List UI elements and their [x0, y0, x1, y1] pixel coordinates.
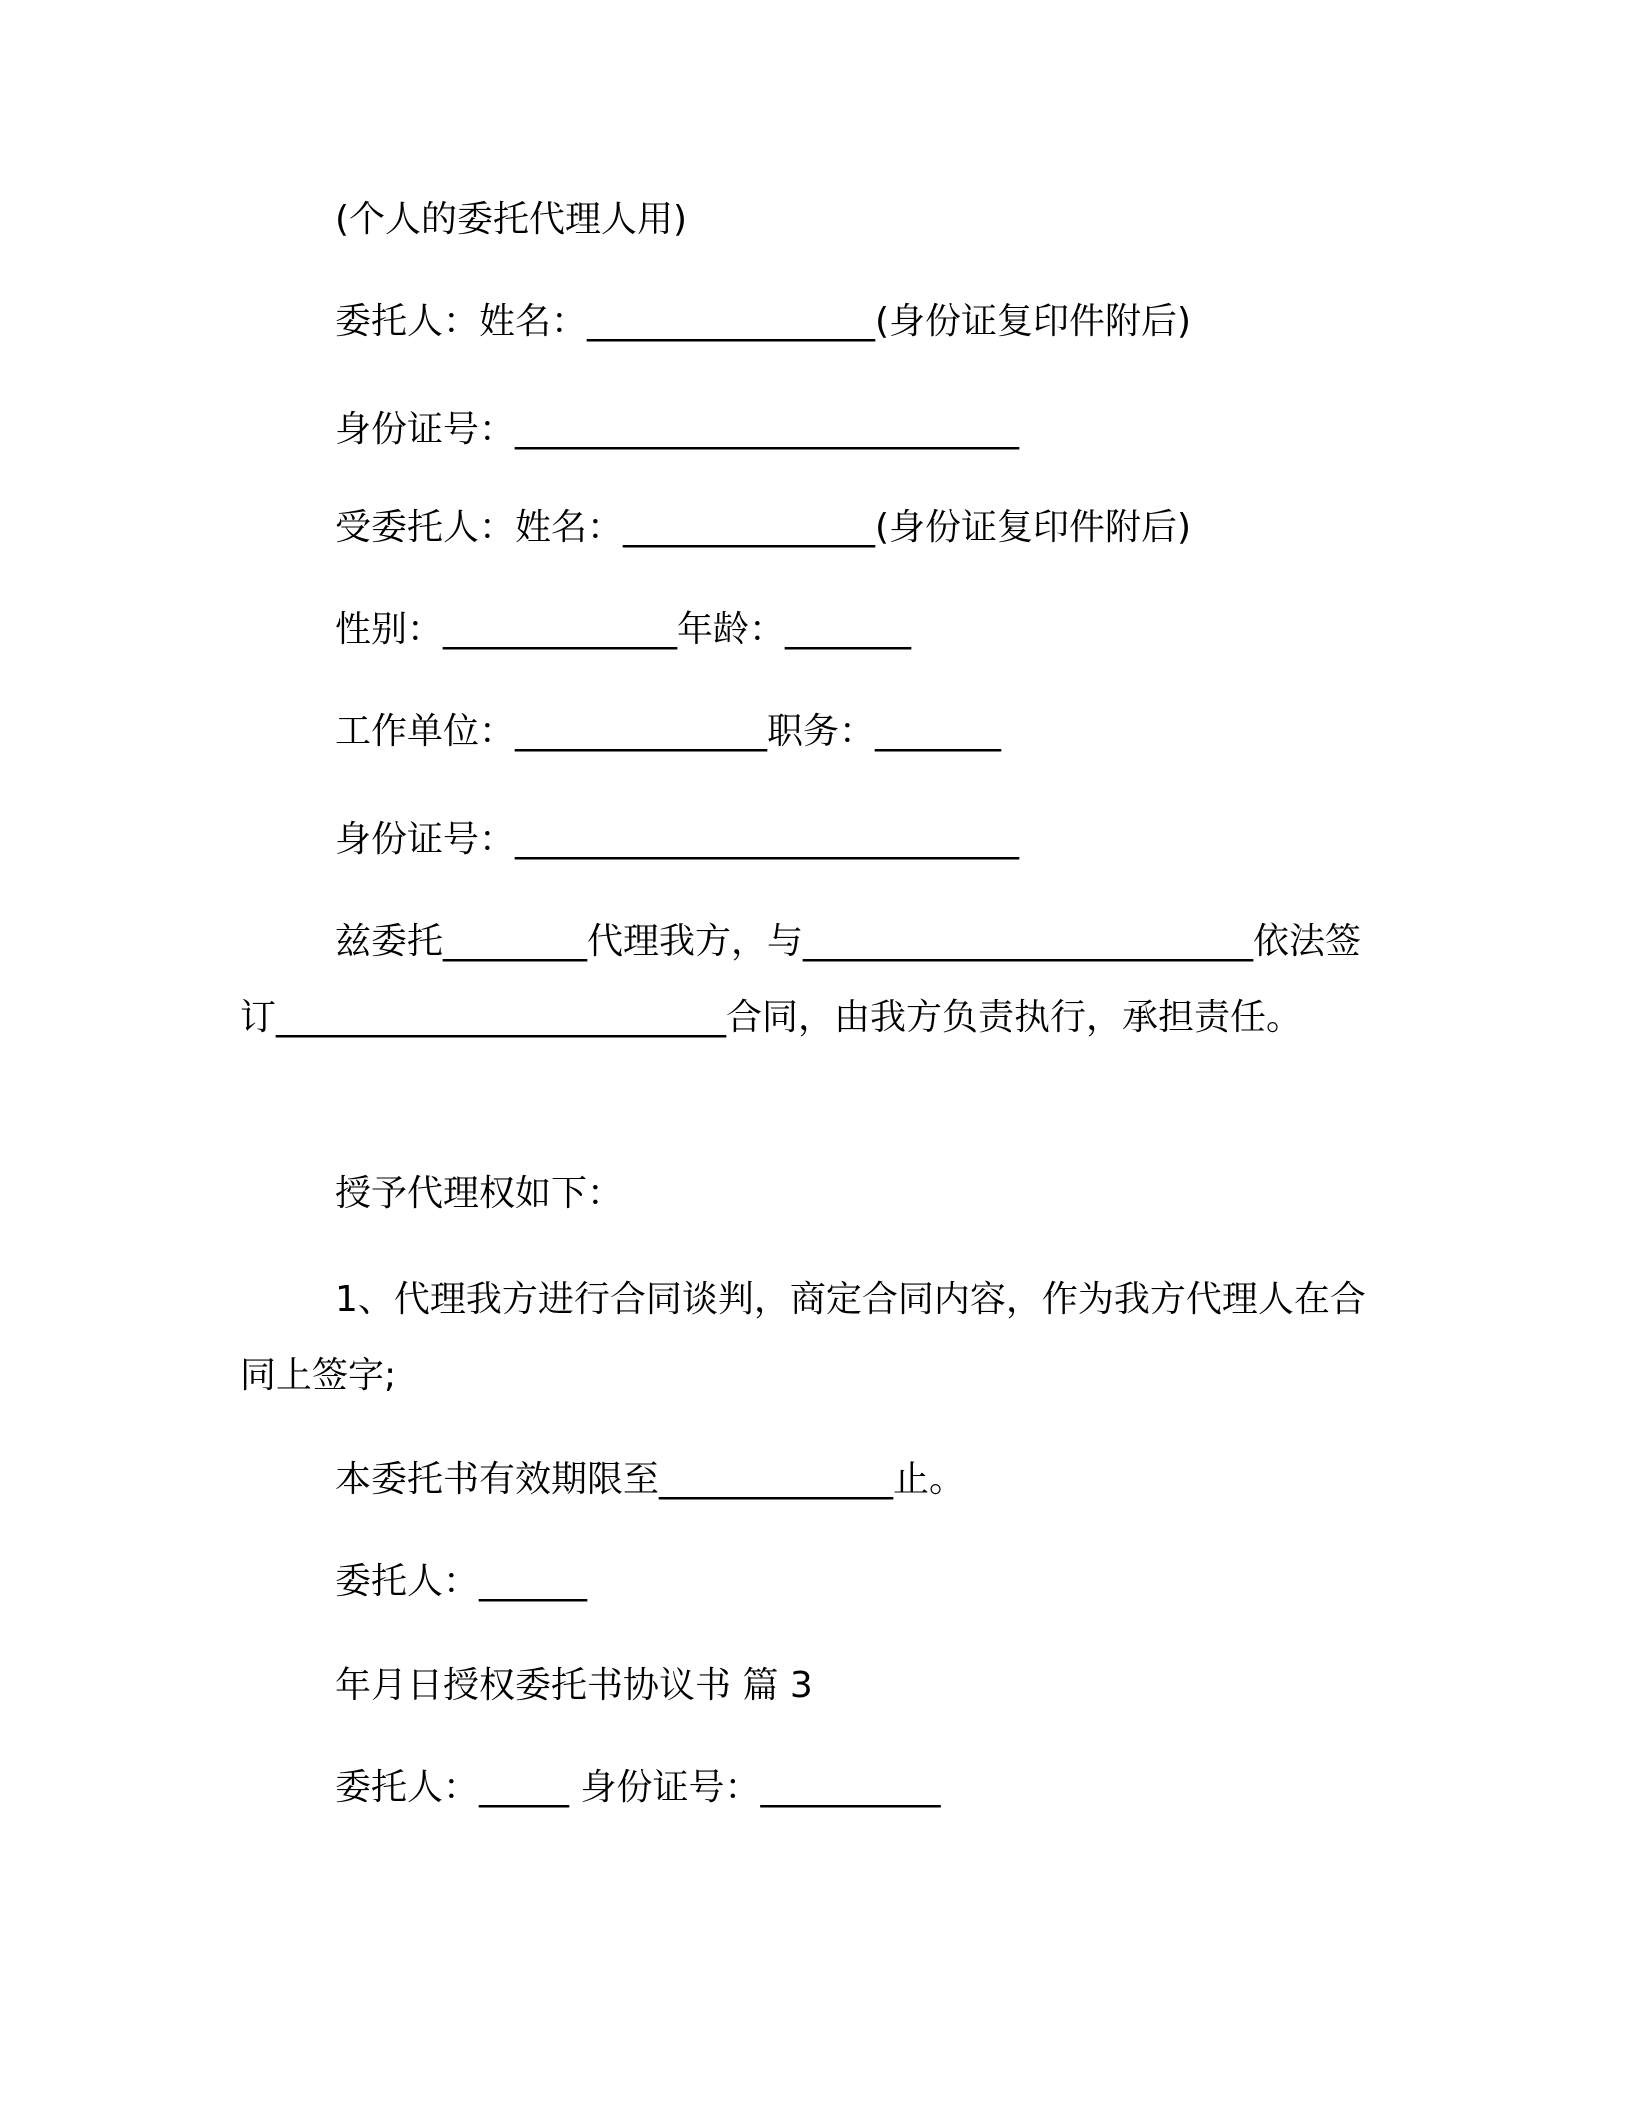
doc-line-section-title: 年月日授权委托书协议书 篇 3 — [335, 1665, 813, 1706]
doc-paragraph-item-1 — [240, 1262, 1390, 1414]
doc-paragraph-item-1-text: 1、代理我方进行合同谈判，商定合同内容，作为我方代理人在合同上签字; — [240, 1279, 1366, 1396]
doc-line-validity: 本委托书有效期限至_____________止。 — [335, 1459, 966, 1500]
doc-paragraph-entrust-text: 兹委托________代理我方，与_________________________依法签订_________________________合同，由我方负责执行，承担责任。 — [240, 921, 1362, 1038]
doc-line-principal-sign: 委托人：______ — [335, 1561, 588, 1602]
doc-line-agent-name: 受委托人：姓名：______________(身份证复印件附后) — [335, 507, 1192, 548]
doc-line-principal-id-short: 委托人：_____ 身份证号：__________ — [335, 1767, 941, 1808]
doc-line-grant-heading: 授予代理权如下： — [335, 1173, 624, 1214]
doc-paragraph-entrust — [240, 904, 1390, 1056]
doc-line-principal-id: 身份证号：____________________________ — [335, 409, 1020, 450]
doc-line-employer-position: 工作单位：______________职务：_______ — [335, 711, 1002, 752]
doc-line-subtitle: (个人的委托代理人用) — [335, 199, 688, 240]
doc-line-gender-age: 性别：_____________年龄：_______ — [335, 609, 912, 650]
doc-line-agent-id: 身份证号：____________________________ — [335, 819, 1020, 860]
doc-line-principal-name: 委托人：姓名：________________(身份证复印件附后) — [335, 301, 1192, 342]
